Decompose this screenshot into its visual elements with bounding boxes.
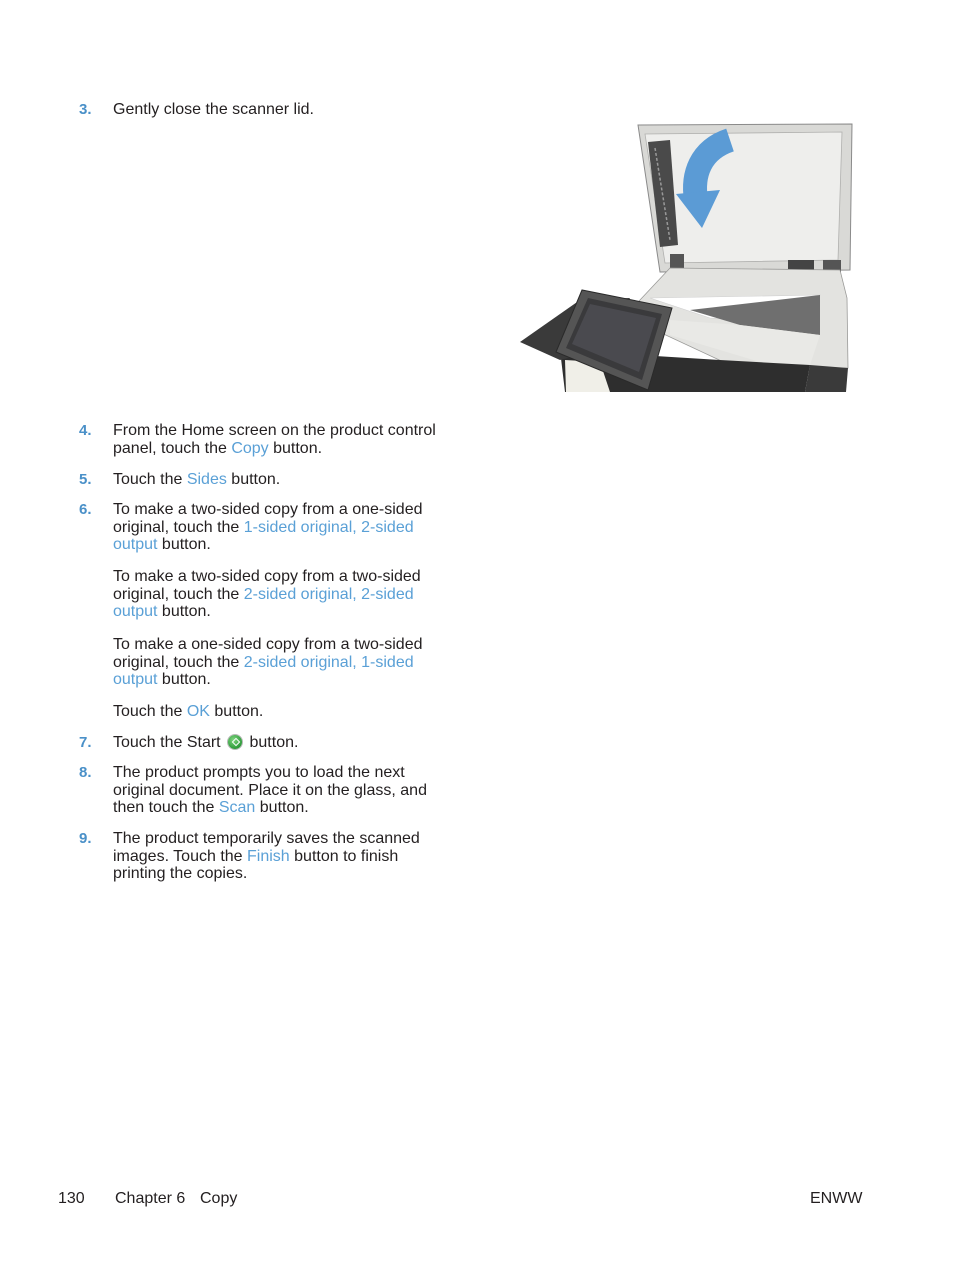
step-text [113, 636, 443, 689]
step-number: 6. [79, 501, 92, 518]
sides-button-reference: Sides [186, 471, 227, 488]
step-number: 5. [79, 471, 92, 488]
step-text-part: button. [245, 734, 299, 751]
step-text [113, 501, 443, 554]
start-button-icon [228, 735, 242, 749]
step-text-part: Touch the Start [113, 734, 226, 751]
document-code: ENWW [810, 1190, 863, 1207]
printer-scanner-lid-closing-illustration [520, 120, 855, 392]
finish-button-reference: Finish [247, 847, 290, 865]
step-text [113, 734, 443, 752]
step-text: Gently close the scanner lid. [113, 101, 314, 118]
step-text-part: The product prompts you to load the next original document. Place it on the glass, and then touch the [113, 764, 427, 816]
step-text-part: button. [209, 703, 264, 720]
step-number: 4. [79, 422, 92, 439]
step-text-part: The product temporarily saves the scanned images. Touch the [113, 830, 420, 865]
step-text [113, 703, 443, 721]
step-text-part: button. [157, 671, 211, 688]
step-number: 9. [79, 830, 92, 847]
step-text-part: button to finish printing the copies. [113, 847, 399, 882]
ok-button-reference: OK [186, 703, 210, 720]
step-text [113, 471, 443, 489]
step-text-part: button. [268, 439, 323, 457]
step-text [113, 764, 443, 817]
copy-button-reference: Copy [231, 439, 269, 457]
step-text-part: From the Home screen on the product control panel, touch the [113, 422, 436, 457]
step-number: 3. [79, 101, 92, 118]
step-text-part: button. [157, 536, 211, 553]
step-text-part: button. [255, 799, 309, 816]
step-text-part: To make a two-sided copy from a two-sided original, touch the [113, 568, 421, 603]
step-text-part: button. [157, 603, 211, 620]
option-reference: 1-sided original, 2-sided output [113, 518, 414, 553]
step-number: 8. [79, 764, 92, 781]
step-text-part: To make a one-sided copy from a two-sided original, touch the [113, 636, 423, 671]
step-text-part: Touch the [113, 703, 187, 720]
step-text-part: To make a two-sided copy from a one-sided original, touch the [113, 501, 423, 536]
step-number: 7. [79, 734, 92, 751]
option-reference: 2-sided original, 1-sided output [113, 653, 414, 688]
chapter-title: Copy [200, 1190, 238, 1207]
step-text-part: Touch the [113, 471, 187, 488]
step-text-part: button. [226, 471, 281, 488]
step-text [113, 568, 443, 621]
chapter-label: Chapter 6 [115, 1190, 186, 1207]
step-text [113, 422, 443, 457]
scan-button-reference: Scan [218, 799, 256, 816]
page-number: 130 [58, 1190, 85, 1207]
option-reference: 2-sided original, 2-sided output [113, 585, 414, 620]
step-text [113, 830, 443, 883]
